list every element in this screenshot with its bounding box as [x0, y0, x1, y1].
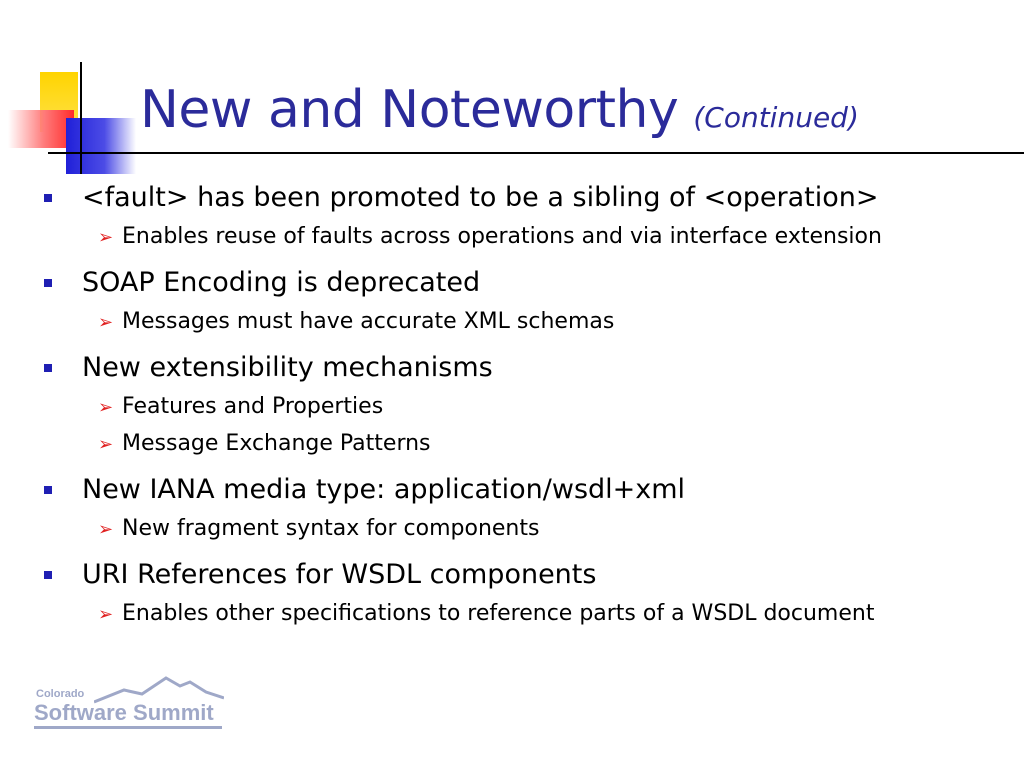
logo-line-2: Software Summit — [34, 700, 214, 725]
bullet-text: New extensibility mechanisms — [82, 352, 493, 383]
sub-bullet-text: Message Exchange Patterns — [122, 431, 431, 456]
title-decoration-red — [8, 110, 74, 148]
arrow-bullet-icon: ➢ — [98, 519, 114, 540]
arrow-bullet-icon: ➢ — [98, 397, 114, 418]
square-bullet-icon — [44, 279, 52, 287]
bullet-text: New IANA media type: application/wsdl+xml — [82, 474, 686, 505]
square-bullet-icon — [44, 364, 52, 372]
bullet-text: SOAP Encoding is deprecated — [82, 267, 481, 298]
sub-bullet-text: Enables reuse of faults across operations and via interface extension — [122, 224, 882, 249]
square-bullet-icon — [44, 486, 52, 494]
title-decoration-line — [80, 62, 82, 174]
arrow-bullet-icon: ➢ — [98, 434, 114, 455]
title-decoration-blue — [66, 118, 136, 174]
arrow-bullet-icon: ➢ — [98, 312, 114, 333]
logo-underline — [34, 726, 222, 729]
bullet-item — [44, 350, 1004, 460]
bullet-text: URI References for WSDL components — [82, 559, 597, 590]
square-bullet-icon — [44, 571, 52, 579]
title-text: New and Noteworthy — [140, 80, 679, 140]
arrow-bullet-icon: ➢ — [98, 604, 114, 625]
bullet-text: <fault> has been promoted to be a sibling of <operation> — [82, 182, 879, 213]
sub-bullet-text: New fragment syntax for components — [122, 516, 540, 541]
title-underline — [48, 152, 1024, 154]
sub-bullet-text: Features and Properties — [122, 394, 384, 419]
sub-bullet-text: Enables other specifications to reference parts of a WSDL document — [122, 601, 875, 626]
bullet-item — [44, 557, 1004, 630]
logo-line-1: Colorado — [36, 688, 85, 700]
square-bullet-icon — [44, 194, 52, 202]
sub-bullet-text: Messages must have accurate XML schemas — [122, 309, 615, 334]
conference-logo — [34, 672, 234, 736]
title-suffix: (Continued) — [693, 101, 859, 134]
bullet-list — [44, 180, 1004, 642]
bullet-item — [44, 180, 1004, 253]
bullet-item — [44, 265, 1004, 338]
arrow-bullet-icon: ➢ — [98, 227, 114, 248]
slide-title — [140, 80, 859, 140]
bullet-item — [44, 472, 1004, 545]
